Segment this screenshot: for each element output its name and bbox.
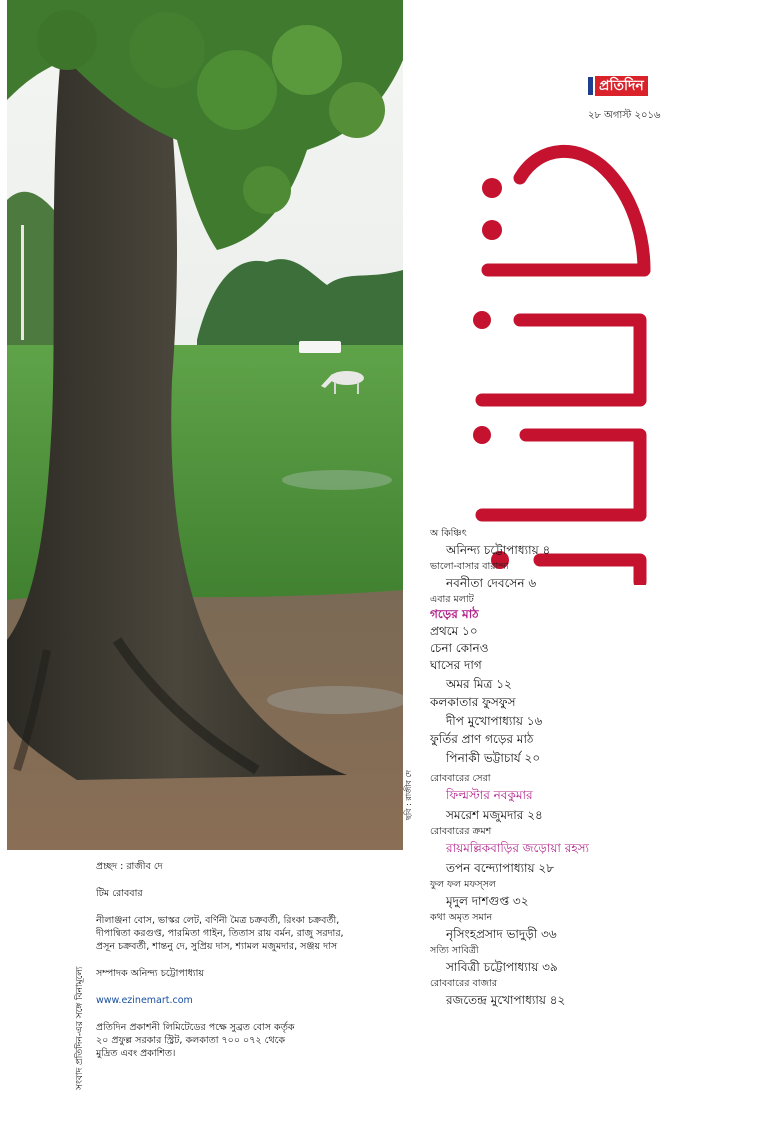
section-label: সত্যি সাবিত্রী xyxy=(430,945,479,956)
section-label: ভালো-বাসার বারান্দা xyxy=(430,561,509,572)
toc-section-2 xyxy=(430,560,750,593)
credits-block xyxy=(96,860,416,1060)
cover-feature-title: গড়ের মাঠ xyxy=(430,607,479,621)
table-of-contents xyxy=(430,527,750,1010)
toc-section-7 xyxy=(430,911,750,944)
toc-section-8 xyxy=(430,944,750,977)
toc-section-3 xyxy=(430,593,750,768)
toc-section-1 xyxy=(430,527,750,560)
team-title: টিম রোববার xyxy=(96,888,143,899)
toc-section-6 xyxy=(430,878,750,911)
section-label: রোববারের বাজার xyxy=(430,978,497,989)
toc-author: সমরেশ মজুমদার ২৪ xyxy=(446,808,543,822)
website-link[interactable]: www.ezinemart.com xyxy=(96,995,193,1006)
toc-author: তপন বন্দ্যোপাধ্যায় ২৮ xyxy=(446,861,554,875)
photo-credit: ছবি : রাজীব দে xyxy=(404,770,413,820)
toc-author: পিনাকী ভট্টাচার্য ২০ xyxy=(446,751,541,765)
brand-name: প্রতিদিন xyxy=(595,76,648,96)
toc-author: সাবিত্রী চট্টোপাধ্যায় ৩৯ xyxy=(446,960,558,974)
cover-credit: প্রচ্ছদ : রাজীব দে xyxy=(96,861,163,872)
issue-date: ২৮ অগাস্ট ২০১৬ xyxy=(588,110,661,121)
brand-logo xyxy=(588,76,648,96)
publisher-line: মুদ্রিত এবং প্রকাশিত। xyxy=(96,1048,176,1059)
team-line: প্রসূন চক্রবর্তী, শান্তনু দে, সুপ্রিয় দাস, শ্যামল মজুমদার, সঞ্জয় দাস xyxy=(96,941,338,952)
toc-item: চেনা কোনও xyxy=(430,641,489,655)
toc-author: অমর মিত্র ১২ xyxy=(446,677,512,691)
toc-item: ফুর্তির প্রাণ গড়ের মাঠ xyxy=(430,732,534,746)
toc-section-9 xyxy=(430,977,750,1010)
section-label: কথা অমৃত সমান xyxy=(430,912,493,923)
section-label: এবার মলাট xyxy=(430,594,474,605)
distribution-note: সংবাদ প্রতিদিন-এর সঙ্গে বিনামূল্যে xyxy=(75,966,85,1090)
toc-item: প্রথমে ১০ xyxy=(430,624,478,638)
toc-title: ফিল্মস্টার নবকুমার xyxy=(446,788,533,802)
brand-mark-icon xyxy=(588,77,593,95)
editor-line: সম্পাদক অনিন্দ্য চট্টোপাধ্যায় xyxy=(96,968,205,979)
toc-item: কলকাতার ফুসফুস xyxy=(430,695,516,709)
toc-title: রায়মল্লিকবাড়ির জড়োয়া রহস্য xyxy=(446,841,590,855)
toc-author: মৃদুল দাশগুপ্ত ৩২ xyxy=(446,894,529,908)
toc-section-4 xyxy=(430,772,750,825)
section-label: অ কিঞ্চিৎ xyxy=(430,528,467,539)
section-label: ফুল ফল মফস্সল xyxy=(430,879,496,890)
masthead-logo xyxy=(430,130,670,585)
section-label: রোববারের ক্রমশ xyxy=(430,826,492,837)
team-line: দীপান্বিতা করগুপ্ত, পারমিতা গাইন, তিতাস রায় বর্মন, রাজু সরদার, xyxy=(96,928,344,939)
toc-section-5 xyxy=(430,825,750,878)
toc-author: নৃসিংহপ্রসাদ ভাদুড়ী ৩৬ xyxy=(446,927,557,941)
cover-photo xyxy=(7,0,403,850)
toc-author: রজতেন্দ্র মুখোপাধ্যায় ৪২ xyxy=(446,993,566,1007)
publisher-line: প্রতিদিন প্রকাশনী লিমিটেডের পক্ষে সুব্রত বোস কর্তৃক xyxy=(96,1022,295,1033)
publisher-line: ২০ প্রফুল্ল সরকার স্ট্রিট, কলকাতা ৭০০ ০৭২ থেকে xyxy=(96,1035,286,1046)
toc-item: ঘাসের দাগ xyxy=(430,658,482,672)
team-line: নীলাঞ্জনা বোস, ভাস্কর লেট, বর্ণিনী মৈত্র চক্রবর্তী, রিংকা চক্রবর্তী, xyxy=(96,915,340,926)
toc-author: নবনীতা দেবসেন ৬ xyxy=(446,576,537,590)
toc-author: দীপ মুখোপাধ্যায় ১৬ xyxy=(446,714,543,728)
toc-author: অনিন্দ্য চট্টোপাধ্যায় ৪ xyxy=(446,543,551,557)
section-label: রোববারের সেরা xyxy=(430,773,491,784)
